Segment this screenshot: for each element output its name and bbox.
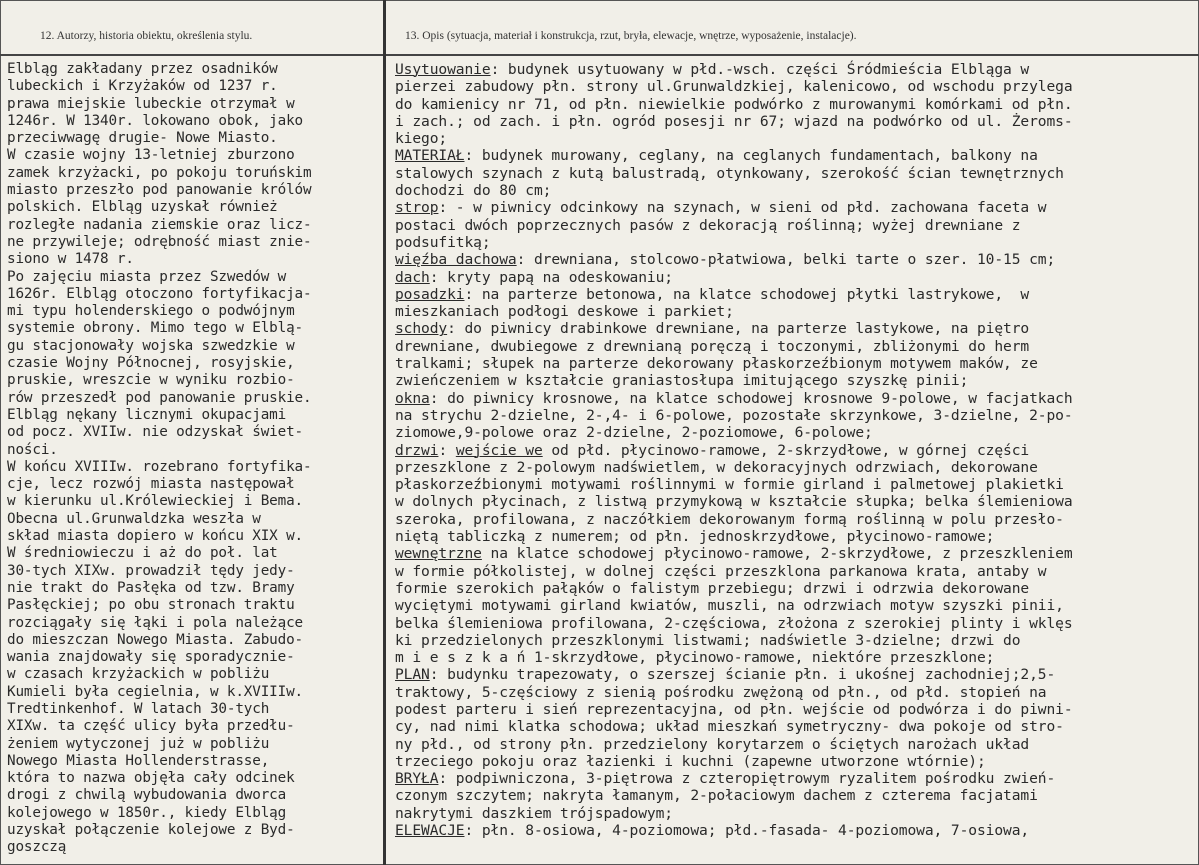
section-sublabel: wejście we xyxy=(455,441,543,459)
description-line xyxy=(395,269,1195,286)
description-text: pierzei zabudowy płn. strony ul.Grunwaldzkiej, kalenicowo, od wschodu przylega xyxy=(395,78,1073,96)
section-13-heading: 13. Opis (sytuacja, materiał i konstrukcja, rzut, bryła, elewacje, wnętrze, wyposażenie, instalacje). xyxy=(405,30,857,42)
history-line: siono w 1478 r. xyxy=(7,251,134,268)
description-line xyxy=(395,390,1195,407)
history-line: do mieszczan Nowego Miasta. Zabudo- xyxy=(7,631,304,648)
description-text: : budynek usytuowany w płd.-wsch. części Śródmieścia Elbląga w xyxy=(490,61,1030,78)
description-line xyxy=(395,61,1195,78)
section-label: schody xyxy=(395,320,448,338)
history-line: miasto przeszło pod panowanie królów xyxy=(7,182,312,199)
description-line xyxy=(395,303,1195,320)
section-label: Usytuowanie xyxy=(395,61,491,78)
history-line: Nowego Miasta Hollenderstrasse, xyxy=(7,752,270,769)
section-label: drzwi xyxy=(395,441,439,459)
history-line: W końcu XVIIIw. rozebrano fortyfika- xyxy=(7,458,312,475)
description-text: od płd. płycinowo-ramowe, 2-skrzydłowe, w górnej części xyxy=(542,441,1030,459)
description-text: podest parteru i sień reprezentacyjna, od płn. wejście od podwórza i do piwni- xyxy=(395,700,1073,718)
description-line xyxy=(395,736,1195,753)
description-line xyxy=(395,199,1195,216)
description-text: : xyxy=(438,441,456,459)
history-line: mi typu holenderskiego o podwójnym xyxy=(7,303,295,320)
history-column xyxy=(7,61,381,857)
description-line xyxy=(395,338,1195,355)
description-line xyxy=(395,459,1195,476)
description-line xyxy=(395,666,1195,683)
description-line xyxy=(395,147,1195,164)
section-label: MATERIAŁ xyxy=(395,147,465,165)
history-line: Obecna ul.Grunwaldzka weszła w xyxy=(7,510,261,527)
description-line xyxy=(395,372,1195,389)
description-line xyxy=(395,684,1195,701)
description-line xyxy=(395,563,1195,580)
history-line: Pasłęckiej; po obu stronach traktu xyxy=(7,597,295,614)
description-line xyxy=(395,407,1195,424)
history-line: rozległe nadania ziemskie oraz licz- xyxy=(7,216,312,233)
description-line xyxy=(395,476,1195,493)
section-label: wewnętrzne xyxy=(395,545,482,563)
description-line xyxy=(395,511,1195,528)
description-text: formie szerokich pałąków o falistym przebiegu; drzwi i odrzwia dekorowane xyxy=(395,579,1030,597)
description-text: na strychu 2-dzielne, 2-,4- i 6-polowe, pozostałe skrzynkowe, 3-dzielne, 2-po- xyxy=(395,406,1073,424)
description-line xyxy=(395,787,1195,804)
description-text: : do piwnicy drabinkowe drewniane, na parterze lastykowe, na piętro xyxy=(447,320,1030,338)
description-text: ny płd., od strony płn. przedzielony korytarzem o ściętych narożach układ xyxy=(395,735,1030,753)
section-label: posadzki xyxy=(395,285,465,303)
description-text: płaskorzeźbionymi motywami roślinnymi w formie girland i palmetowej plakietki xyxy=(395,476,1064,494)
history-line: nie trakt do Pasłęka od tzw. Bramy xyxy=(7,579,295,596)
description-text: cy, nad nimi klatka schodowa; układ mieszkań symetryczny- dwa pokoje od stro- xyxy=(395,718,1064,736)
column-divider xyxy=(383,0,386,865)
description-text: : budynek murowany, ceglany, na ceglanych fundamentach, balkony na xyxy=(464,147,1038,165)
description-text: szeroka, profilowana, z naczółkiem dekorowanym formą roślinną w polu przesło- xyxy=(395,510,1064,528)
description-text: stalowych szynach z kutą balustradą, otynkowany, szerokość ścian tewnętrznych xyxy=(395,164,1064,182)
description-text: w formie półkolistej, w dolnej części przeszklona parkanowa krata, antaby w xyxy=(395,562,1047,580)
history-line: uzyskał połączenie kolejowe z Byd- xyxy=(7,822,295,839)
description-text: postaci dwóch poprzecznych pasów z dekoracją roślinną; wyżej drewniane z xyxy=(395,216,1021,234)
description-text: na klatce schodowej płycinowo-ramowe, 2-skrzydłowe, z przeszkleniem xyxy=(481,545,1073,563)
history-line: przeciwwagę drugie- Nowe Miasto. xyxy=(7,130,278,147)
section-label: dach xyxy=(395,268,430,286)
history-line: systemie obrony. Mimo tego w Elblą- xyxy=(7,320,304,337)
history-line: w kierunku ul.Królewieckiej i Bema. xyxy=(7,493,304,510)
history-line: która to nazwa objęła cały odcinek xyxy=(7,770,295,787)
description-text: drewniane, dwubiegowe z drewnianą poręczą i toczonymi, zbliżonymi do herm xyxy=(395,337,1030,355)
description-text: nakrytymi daszkiem trójspadowym; xyxy=(395,804,673,822)
description-text: belka ślemieniowa profilowana, 2-częściowa, złożona z szerokiej plinty i wklęs xyxy=(395,614,1073,632)
description-line xyxy=(395,805,1195,822)
description-text: : kryty papą na odeskowaniu; xyxy=(429,268,673,286)
description-line xyxy=(395,113,1195,130)
section-label: okna xyxy=(395,389,430,407)
description-line xyxy=(395,96,1195,113)
history-line: 1246r. W 1340r. lokowano obok, jako xyxy=(7,112,304,129)
description-text: : podpiwniczona, 3-piętrowa z czteropiętrowym ryzalitem pośrodku zwień- xyxy=(438,770,1056,788)
description-line xyxy=(395,442,1195,459)
description-line xyxy=(395,597,1195,614)
history-line: Elbląg zakładany przez osadników xyxy=(7,61,278,77)
history-line: cje, lecz rozwój miasta następował xyxy=(7,476,295,493)
history-line: gu stacjonowały wojska szwedzkie w xyxy=(7,337,295,354)
section-label: PLAN xyxy=(395,666,430,684)
description-text: dochodzi do 80 cm; xyxy=(395,182,552,200)
description-line xyxy=(395,320,1195,337)
description-line xyxy=(395,770,1195,787)
description-line xyxy=(395,182,1195,199)
history-line: XIXw. ta część ulicy była przedłu- xyxy=(7,718,295,735)
description-line xyxy=(395,424,1195,441)
description-line xyxy=(395,718,1195,735)
history-line: wania znajdowały się sporadycznie- xyxy=(7,649,295,666)
history-line: ne przywileje; odrębność miast znie- xyxy=(7,233,312,250)
history-line: lubeckich i Krzyżaków od 1237 r. xyxy=(7,78,278,95)
history-line: skład miasta dopiero w końcu XIX w. xyxy=(7,528,304,545)
description-column xyxy=(395,61,1195,839)
history-line: goszczą xyxy=(7,839,67,856)
history-line: W średniowieczu i aż do poł. lat xyxy=(7,545,278,562)
description-text: ziomowe,9-polowe oraz 2-dzielne, 2-poziomowe, 6-polowe; xyxy=(395,424,873,442)
history-line: kolejowego w 1850r., kiedy Elbląg xyxy=(7,804,287,821)
history-line: Kumieli była cegielnia, w k.XVIIIw. xyxy=(7,683,304,700)
description-text: traktowy, 5-częściowy z sienią pośrodku zwężoną od płn., od płd. stopień na xyxy=(395,683,1047,701)
history-line: rów przeszedł pod panowanie pruskie. xyxy=(7,389,312,406)
description-text: : do piwnicy krosnowe, na klatce schodowej krosnowe 9-polowe, w facjatkach xyxy=(429,389,1073,407)
history-line: Po zajęciu miasta przez Szwedów w xyxy=(7,268,287,285)
history-line: pruskie, wreszcie w wyniku rozbio- xyxy=(7,372,295,389)
description-text: : na parterze betonowa, na klatce schodowej płytki lastrykowe, w xyxy=(464,285,1030,303)
history-line: czasie Wojny Północnej, rosyjskie, xyxy=(7,355,295,372)
description-line xyxy=(395,528,1195,545)
description-line xyxy=(395,355,1195,372)
description-text: : - w piwnicy odcinkowy na szynach, w sieni od płd. zachowana faceta w xyxy=(438,199,1047,217)
history-line: rozciągały się łąki i pola należące xyxy=(7,614,304,631)
description-line xyxy=(395,632,1195,649)
description-text: do kamienicy nr 71, od płn. niewielkie podwórko z murowanymi komórkami od płn. xyxy=(395,95,1073,113)
description-text: wyciętymi motywami girland kwiatów, muszli, na odrzwiach motyw szyszki pinii, xyxy=(395,597,1064,615)
description-text: trzeciego pokoju oraz łazienki i kuchni (zapewne utworzone wtórnie); xyxy=(395,752,986,770)
description-line xyxy=(395,545,1195,562)
section-label: ELEWACJE xyxy=(395,822,465,840)
history-line: zamek krzyżacki, po pokoju toruńskim xyxy=(7,164,312,181)
history-line: od pocz. XVIIw. nie odzyskał świet- xyxy=(7,424,304,441)
description-line xyxy=(395,493,1195,510)
description-text: przeszklone z 2-polowym nadświetlem, w dekoracyjnych odrzwiach, dekorowane xyxy=(395,458,1038,476)
section-label: strop xyxy=(395,199,439,217)
description-line xyxy=(395,286,1195,303)
description-text: m i e s z k a ń 1-skrzydłowe, płycinowo-ramowe, niektóre przeszklone; xyxy=(395,649,995,667)
description-text: : drewniana, stolcowo-płatwiowa, belki tarte o szer. 10-15 cm; xyxy=(516,251,1056,269)
description-line xyxy=(395,753,1195,770)
description-line xyxy=(395,649,1195,666)
history-line: ności. xyxy=(7,441,58,458)
description-text: kiego; xyxy=(395,130,448,148)
description-text: czonym szczytem; nakryta łamanym, 2-połaciowym dachem z czterema facjatami xyxy=(395,787,1038,805)
description-line xyxy=(395,130,1195,147)
description-text: w dolnych płycinach, z listwą przymykową w kształcie słupka; belka ślemieniowa xyxy=(395,493,1073,511)
history-line: Elbląg nękany licznymi okupacjami xyxy=(7,406,287,423)
description-text: podsufitką; xyxy=(395,233,491,251)
history-line: żeniem wytyczonej już w pobliżu xyxy=(7,735,270,752)
description-text: i zach.; od zach. i płn. ogród posesji nr 67; wjazd na podwórko od ul. Żeroms- xyxy=(395,112,1073,130)
description-line xyxy=(395,251,1195,268)
description-line xyxy=(395,701,1195,718)
description-line xyxy=(395,78,1195,95)
description-text: zwieńczeniem w kształcie graniastosłupa imitującego szyszkę pinii; xyxy=(395,372,969,390)
section-label: więźba dachowa xyxy=(395,251,517,269)
description-text: : budynku trapezowaty, o szerszej ścianie płn. i ukośnej zachodniej;2,5- xyxy=(429,666,1056,684)
history-line: 1626r. Elbląg otoczono fortyfikacja- xyxy=(7,285,312,302)
description-line xyxy=(395,234,1195,251)
history-line: 30-tych XIXw. prowadził tędy jedy- xyxy=(7,562,295,579)
history-line: Tredtinkenhof. W latach 30-tych xyxy=(7,700,270,717)
history-line: drogi z chwilą wybudowania dworca xyxy=(7,787,287,804)
description-text: tralkami; słupek na parterze dekorowany płaskorzeźbionym motywem maków, ze xyxy=(395,355,1038,373)
description-line xyxy=(395,580,1195,597)
description-text: : płn. 8-osiowa, 4-poziomowa; płd.-fasada- 4-poziomowa, 7-osiowa, xyxy=(464,822,1030,840)
history-line: W czasie wojny 13-letniej zburzono xyxy=(7,147,295,164)
history-line: prawa miejskie lubeckie otrzymał w xyxy=(7,95,295,112)
history-line: polskich. Elbląg uzyskał również xyxy=(7,199,278,216)
section-label: BRYŁA xyxy=(395,770,439,788)
description-text: niętą tabliczką z numerem; od płn. jednoskrzydłowe, płycinowo-ramowe; xyxy=(395,528,995,546)
description-line xyxy=(395,217,1195,234)
header-divider xyxy=(0,54,1199,56)
description-line xyxy=(395,165,1195,182)
description-text: mieszkaniach podłogi deskowe i parkiet; xyxy=(395,303,734,321)
section-12-heading: 12. Autorzy, historia obiektu, określenia stylu. xyxy=(40,30,253,42)
history-line: w czasach krzyżackich w pobliżu xyxy=(7,666,270,683)
description-text: ki przedzielonych przeszklonymi listwami; nadświetle 3-dzielne; drzwi do xyxy=(395,631,1021,649)
description-line xyxy=(395,615,1195,632)
description-line xyxy=(395,822,1195,839)
